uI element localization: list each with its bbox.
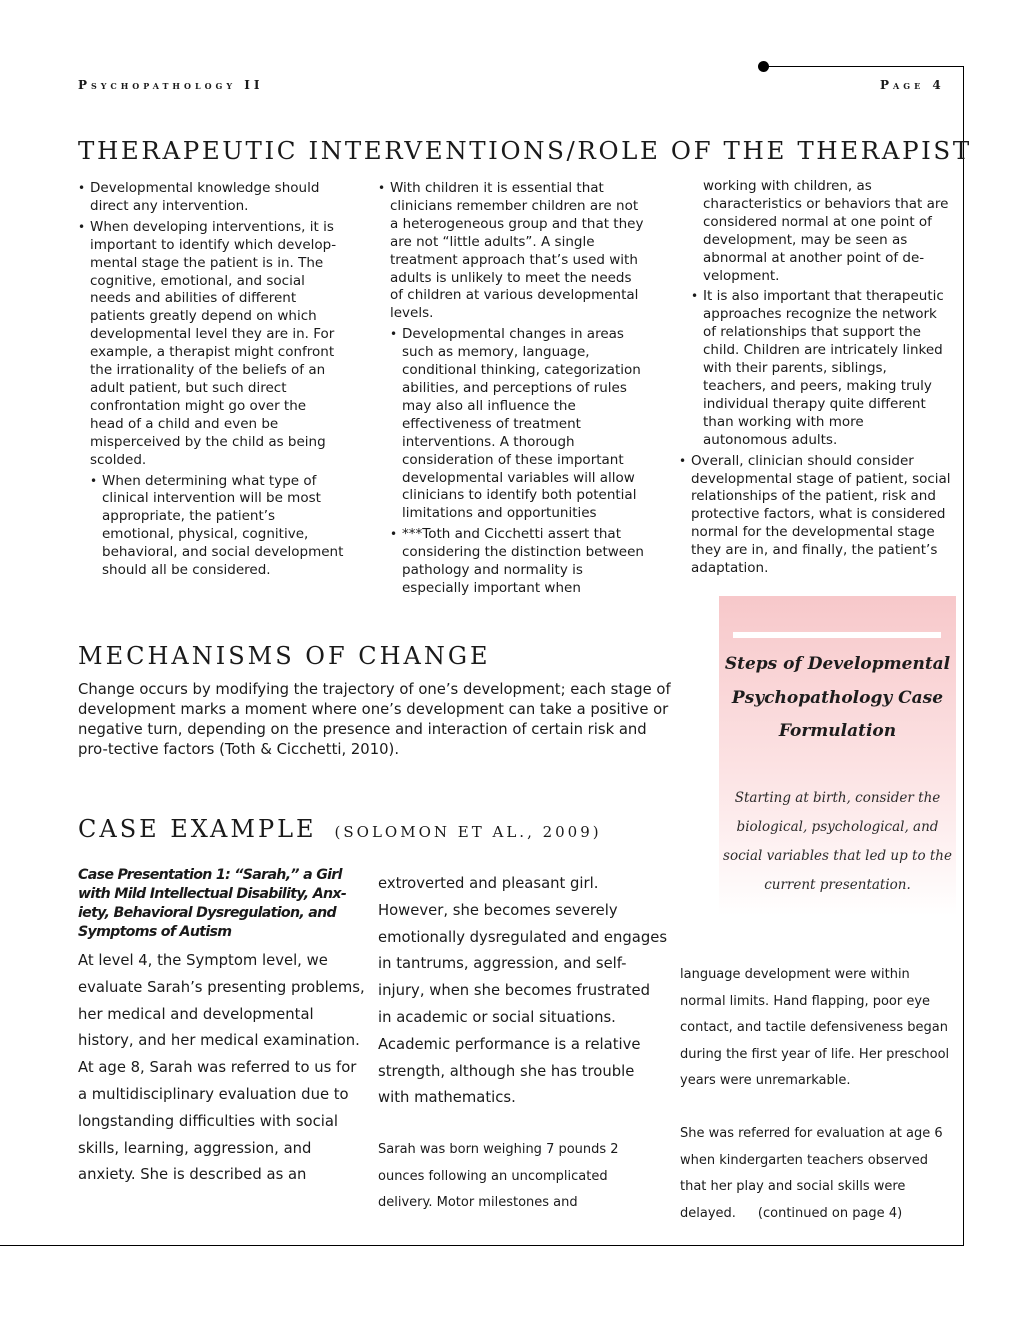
bullet-item: • ***Toth and Cicchetti assert that considering the distinction between pathology and normality is especially important when bbox=[390, 526, 648, 598]
case-text-column-1: At level 4, the Symptom level, we evaluate Sarah’s presenting problems, her medical and developmental history, and her medical examination. At age 8, Sarah was referred to us for a multidisciplinary evaluation due to longstanding difficulties with social skills, learning, aggression, and anxiety. She is described as an bbox=[78, 952, 365, 1184]
mechanisms-paragraph: Change occurs by modifying the trajectory of one’s development; each stage of development marks a moment where one’s development can take a positive or negative turn, depending on the presence and interaction of certain risk and pro-tective factors (Toth & Cicchetti, 2010). bbox=[78, 681, 671, 758]
case-text-column-2-birth: Sarah was born weighing 7 pounds 2 ounces following an uncomplicated delivery. Motor milestones and bbox=[378, 1142, 619, 1211]
case-presentation-heading: Case Presentation 1: “Sarah,” a Girl with Mild Intellectual Disability, Anx-iety, Behavioral Dysregulation, and Symptoms of Autism bbox=[78, 867, 347, 940]
bullet-item: • Overall, clinician should consider developmental stage of patient, social relationships of the patient, risk and protective factors, what is considered normal for the developmental stage they are in, and finally, the patient’s adaptation. bbox=[679, 453, 951, 578]
sidebar-box bbox=[719, 596, 956, 916]
bullet-item: • With children it is essential that clinicians remember children are not a heterogeneous group and that they are not “little adults”. A single treatment approach that’s used with adults is unlikely to meet the needs of children at various developmental levels. bbox=[378, 180, 648, 323]
case-text-column-2: extroverted and pleasant girl. However, she becomes severely emotionally dysregulated and engages in tantrums, aggression, and self-injury, when she becomes frustrated in academic or social situations. Academic performance is a relative strength, although she has trouble with mathematics. bbox=[378, 875, 668, 1107]
case-text-column-3-referral bbox=[680, 1121, 950, 1227]
frame-top-rule bbox=[764, 66, 964, 67]
bullet-item: • It is also important that therapeutic approaches recognize the network of relationships that support the child. Children are intricately linked with their parents, siblings, teachers, and peers, making truly individual therapy quite different than working with more autonomous adults. bbox=[691, 288, 951, 449]
sidebar-text: Starting at birth, consider the biological, psychological, and social variables that led up to the current presentation. bbox=[723, 790, 952, 893]
bullet-item: • When determining what type of clinical intervention will be most appropriate, the patient’s emotional, physical, cognitive, behavioral, and social development should all be considered. bbox=[90, 473, 344, 580]
running-header: Psychopathology II bbox=[78, 78, 264, 92]
case-example-citation: (SOLOMON ET AL., 2009) bbox=[334, 823, 602, 841]
frame-bottom-rule bbox=[0, 1245, 964, 1246]
section-title-mechanisms-of-change: MECHANISMS OF CHANGE bbox=[78, 642, 491, 670]
interventions-column-2 bbox=[378, 180, 648, 598]
case-example-title: CASE EXAMPLE bbox=[78, 815, 317, 843]
bullet-item: • Developmental changes in areas such as memory, language, conditional thinking, categorization abilities, and perceptions of rules may also all influence the effectiveness of treatment interventions. A thorough consideration of these important developmental variables will allow clinicians to identify both potential limitations and opportunities bbox=[390, 326, 648, 523]
frame-right-rule bbox=[963, 66, 964, 1246]
interventions-column-1 bbox=[78, 180, 344, 580]
interventions-column-3 bbox=[679, 178, 951, 578]
frame-dot bbox=[758, 61, 769, 72]
bullet-item: • Developmental knowledge should direct any intervention. bbox=[78, 180, 344, 216]
section-title-case-example bbox=[78, 815, 602, 843]
section-title-therapeutic-interventions: THERAPEUTIC INTERVENTIONS/ROLE OF THE THERAPIST bbox=[78, 136, 972, 165]
continued-note: (continued on page 4) bbox=[757, 1205, 903, 1221]
bullet-item: • When developing interventions, it is important to identify which develop-mental stage the patient is in. The cognitive, emotional, and social needs and abilities of different patients greatly depend on which developmental level they are in. For example, a therapist might confront the irrationality of the beliefs of an adult patient, but such direct confrontation might go over the head of a child and even be misperceived by the child as being scolded. bbox=[78, 219, 344, 470]
continued-bullet-text: working with children, as characteristics or behaviors that are considered normal at one point of development, may be seen as abnormal at another point of de-velopment. bbox=[703, 178, 949, 284]
sidebar-rule bbox=[733, 632, 941, 638]
referral-text: She was referred for evaluation at age 6 when kindergarten teachers observed that her play and social skills were delayed. bbox=[680, 1126, 943, 1221]
sidebar-title: Steps of Developmental Psychopathology Case Formulation bbox=[724, 654, 951, 741]
case-text-column-3-development: language development were within normal limits. Hand flapping, poor eye contact, and tactile defensiveness began during the first year of life. Her preschool years were unremarkable. bbox=[680, 967, 950, 1089]
page-number: Page 4 bbox=[880, 78, 945, 92]
